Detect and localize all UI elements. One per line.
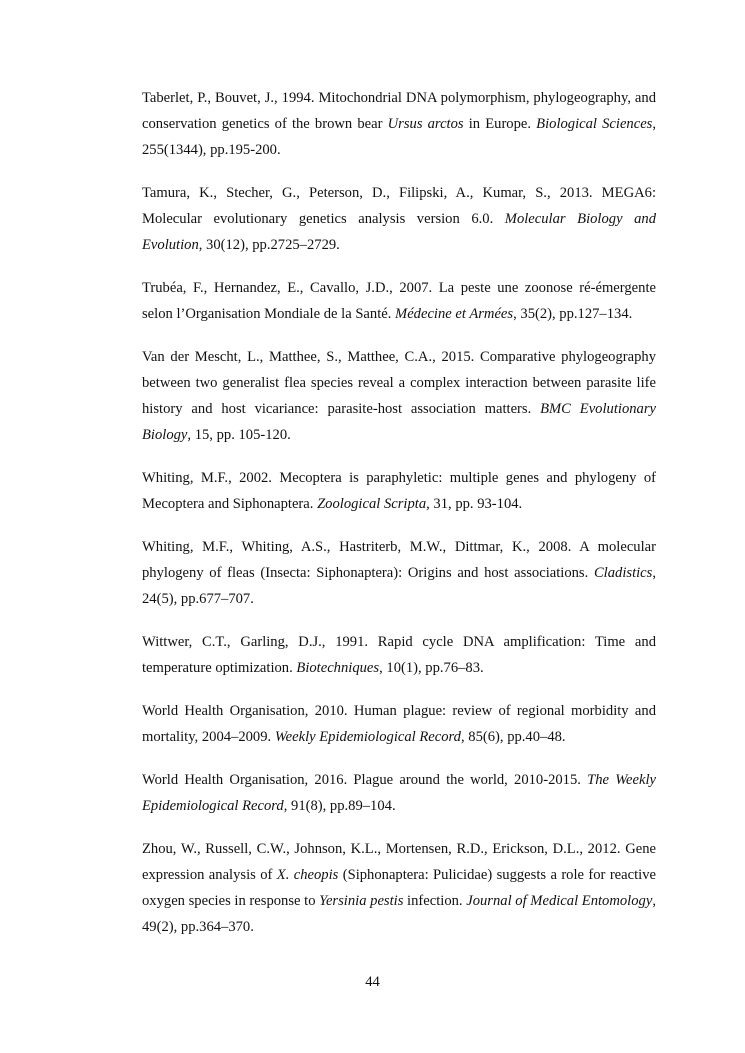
- reference-italic-text: Biotechniques: [296, 660, 380, 676]
- reference-text: , 24(5), pp.677–707.: [142, 565, 656, 607]
- reference-italic-text: Zoological Scripta: [317, 496, 427, 512]
- reference-italic-text: Médecine et Armées: [395, 306, 514, 322]
- reference-text: Trubéa, F., Hernandez, E., Cavallo, J.D., 2007. La peste une zoonose ré-émergente selon l’Organisation Mondiale de la Santé.: [142, 280, 656, 322]
- reference-text: Whiting, M.F., Whiting, A.S., Hastriterb, M.W., Dittmar, K., 2008. A molecular phylogeny of fleas (Insecta: Siphonaptera): Origins and host associations.: [142, 539, 656, 581]
- reference-text: in Europe.: [463, 116, 537, 132]
- reference-entry: [142, 180, 656, 258]
- reference-entry: [142, 344, 656, 448]
- reference-text: , 49(2), pp.364–370.: [142, 893, 656, 935]
- reference-entry: [142, 629, 656, 681]
- reference-italic-text: The Weekly Epidemiological Record: [142, 772, 657, 814]
- reference-text: Tamura, K., Stecher, G., Peterson, D., Filipski, A., Kumar, S., 2013. MEGA6: Molecular evolutionary genetics analysis version 6.0.: [142, 185, 656, 227]
- reference-entry: [142, 836, 656, 940]
- reference-entry: [142, 767, 656, 819]
- reference-text: , 35(2), pp.127–134.: [513, 306, 633, 322]
- reference-text: Van der Mescht, L., Matthee, S., Matthee, C.A., 2015. Comparative phylogeography between two generalist flea species reveal a complex interaction between parasite life history and host vicariance: parasite-host association matters.: [142, 349, 656, 417]
- reference-italic-text: Yersinia pestis: [319, 893, 404, 909]
- reference-text: (Siphonaptera: Pulicidae) suggests a role for reactive oxygen species in response to: [142, 867, 656, 909]
- reference-text: , 85(6), pp.40–48.: [460, 729, 566, 745]
- reference-italic-text: BMC Evolutionary Biology: [142, 401, 656, 443]
- reference-entry: [142, 275, 656, 327]
- reference-entry: [142, 698, 656, 750]
- reference-text: World Health Organisation, 2010. Human plague: review of regional morbidity and mortality, 2004–2009.: [142, 703, 656, 745]
- reference-text: Zhou, W., Russell, C.W., Johnson, K.L., Mortensen, R.D., Erickson, D.L., 2012. Gene expression analysis of: [142, 841, 656, 883]
- reference-text: , 10(1), pp.76–83.: [379, 660, 484, 676]
- reference-text: Whiting, M.F., 2002. Mecoptera is paraphyletic: multiple genes and phylogeny of Mecoptera and Siphonaptera.: [142, 470, 656, 512]
- reference-entry: [142, 85, 656, 163]
- reference-text: Wittwer, C.T., Garling, D.J., 1991. Rapid cycle DNA amplification: Time and temperature optimization.: [142, 634, 656, 676]
- reference-italic-text: Biological Sciences: [536, 116, 653, 132]
- reference-italic-text: Journal of Medical Entomology: [466, 893, 653, 909]
- reference-italic-text: Ursus arctos: [387, 116, 464, 132]
- reference-text: Taberlet, P., Bouvet, J., 1994. Mitochondrial DNA polymorphism, phylogeography, and conservation genetics of the brown bear: [142, 90, 656, 132]
- reference-italic-text: X. cheopis: [276, 867, 339, 883]
- reference-italic-text: Weekly Epidemiological Record: [274, 729, 461, 745]
- reference-text: , 255(1344), pp.195-200.: [142, 116, 657, 158]
- reference-italic-text: Molecular Biology and Evolution: [142, 211, 656, 253]
- reference-italic-text: Cladistics: [593, 565, 653, 581]
- reference-text: infection.: [403, 893, 467, 909]
- reference-text: , 31, pp. 93-104.: [426, 496, 523, 512]
- reference-text: , 91(8), pp.89–104.: [283, 798, 396, 814]
- reference-entry: [142, 465, 656, 517]
- reference-text: World Health Organisation, 2016. Plague around the world, 2010-2015.: [142, 772, 588, 788]
- reference-text: , 15, pp. 105-120.: [187, 427, 291, 443]
- reference-text: , 30(12), pp.2725–2729.: [198, 237, 340, 253]
- reference-entry: [142, 534, 656, 612]
- page-number: 44: [365, 974, 380, 990]
- reference-list: [142, 85, 656, 957]
